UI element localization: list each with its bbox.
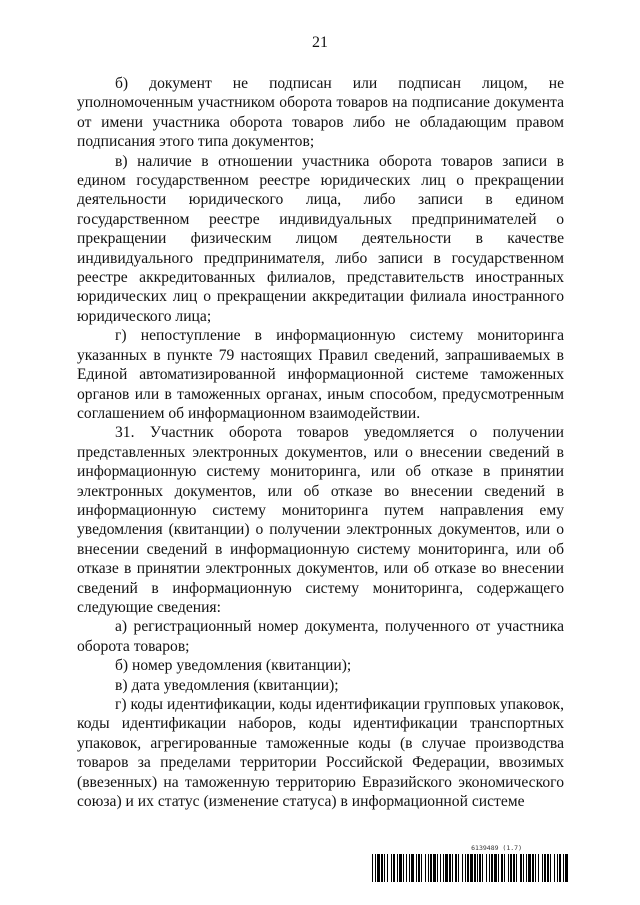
paragraph-31-notification: 31. Участник оборота товаров уведомляется о получении представленных электронных документов, или о внесении сведений в информационную систему мониторинга, или об отказе в принятии электронных документов, или об отказе во внесении сведений в информационную систему мониторинга путем направления ему уведомления (квитанции) о получении электронных документов, или о внесении сведений в информационную систему мониторинга, или об отказе в принятии электронных документов, или об отказе во внесении сведений в информационную систему мониторинга, содержащего следующие сведения: [77,424,564,616]
document-barcode-block [372,844,568,884]
paragraph-v-registry-record: в) наличие в отношении участника оборота товаров записи в едином государственном реестре юридических лиц о прекращении деятельности юридического лица, либо записи в едином государственном реестре индивидуальных предпринимателей о прекращении физическим лицом деятельности в качестве индивидуального предпринимателя, либо записи в государственном реестре аккредитованных филиалов, представительств иностранных юридических лиц о прекращении аккредитации филиала иностранного юридического лица; [77,152,564,325]
page-number: 21 [312,34,328,51]
paragraph-g-missing-information: г) непоступление в информационную систему мониторинга указанных в пункте 79 настоящих Правил сведений, запрашиваемых в Единой автоматизированной информационной системе таможенных органов или в таможенных органах, иным способом, предусмотренным соглашением об информационном взаимодействии. [77,327,564,422]
document-code: 6139489 (1.7) [471,844,522,852]
document-body [77,74,564,811]
barcode-icon [372,854,568,882]
paragraph-b-notification-number: б) номер уведомления (квитанции); [115,657,352,675]
paragraph-a-registration-number: а) регистрационный номер документа, полученного от участника оборота товаров; [77,618,564,655]
paragraph-b-unsigned-document: б) документ не подписан или подписан лицом, не уполномоченным участником оборота товаров на подписание документа от имени участника оборота товаров либо не обладающим правом подписания этого типа документов; [77,75,564,151]
paragraph-g-identification-codes: г) коды идентификации, коды идентификации групповых упаковок, коды идентификации наборов, коды идентификации транспортных упаковок, агрегированные таможенные коды (в случае производства товаров за пределами территории Российской Федерации, ввозимых (ввезенных) на таможенную территорию Евразийского экономического союза) и их статус (изменение статуса) в информационной системе [77,696,564,811]
paragraph-v-notification-date: в) дата уведомления (квитанции); [115,676,339,694]
